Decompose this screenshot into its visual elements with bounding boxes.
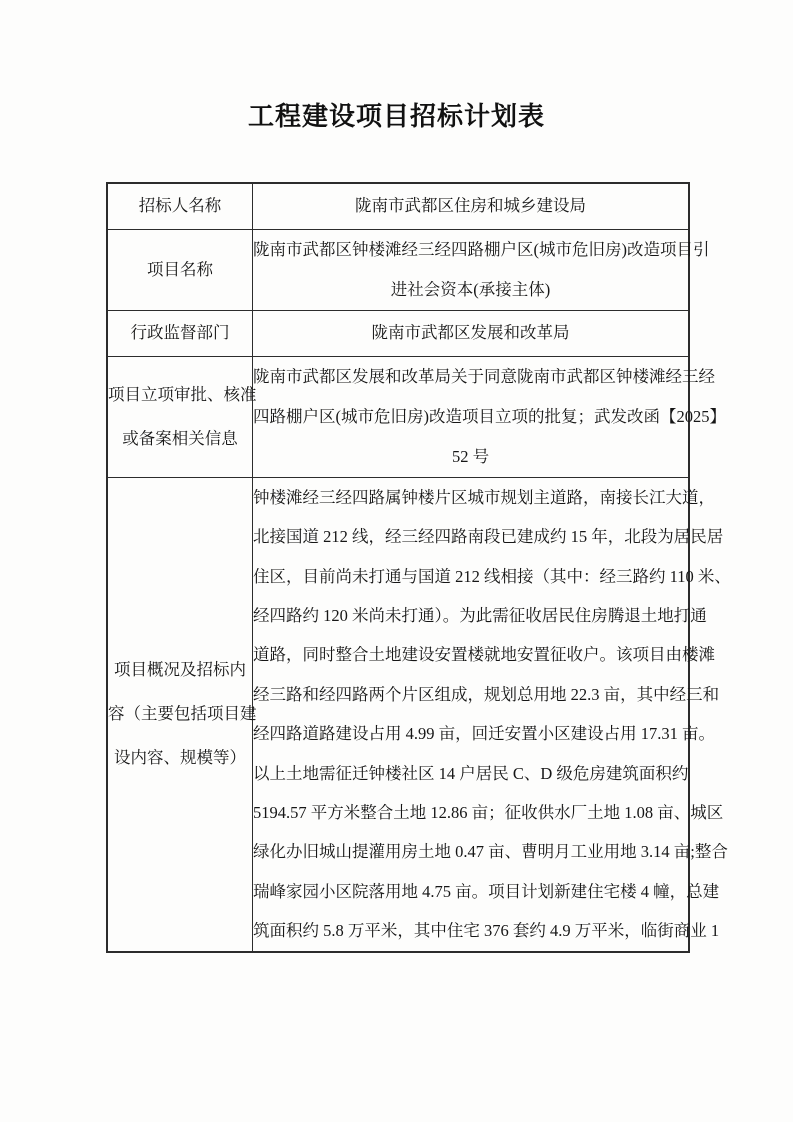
- text-line: 经四路道路建设占用 4.99 亩，回迁安置小区建设占用 17.31 亩。: [253, 724, 715, 744]
- text-line: 道路，同时整合土地建设安置楼就地安置征收户。该项目由楼滩: [253, 645, 715, 665]
- text-line: 瑞峰家园小区院落用地 4.75 亩。项目计划新建住宅楼 4 幢，总建: [253, 881, 720, 901]
- row-value-approval-info: [253, 356, 726, 477]
- table-row-bidder-name: [107, 183, 689, 229]
- text-line: 筑面积约 5.8 万平米，其中住宅 376 套约 4.9 万平米，临街商业 1: [253, 921, 720, 941]
- label-line: 设内容、规模等）: [114, 748, 246, 768]
- label-line: 行政监督部门: [130, 323, 230, 342]
- row-value-supervisory-dept: [253, 310, 690, 356]
- row-label-supervisory-dept: [107, 310, 253, 356]
- label-line: 项目名称: [147, 259, 213, 279]
- text-line: 四路棚户区(城市危旧房)改造项目立项的批复；武发改函【2025】: [253, 406, 726, 426]
- text-line: 陇南市武都区发展和改革局关于同意陇南市武都区钟楼滩经三经: [253, 366, 715, 386]
- table-row-project-name: [107, 229, 689, 310]
- text-line: 经三路和经四路两个片区组成，规划总用地 22.3 亩，其中经三和: [253, 684, 720, 704]
- row-label-project-overview: [107, 477, 257, 952]
- label-line: 招标人名称: [138, 196, 222, 216]
- row-label-bidder-name: [107, 183, 253, 229]
- row-label-approval-info: [107, 356, 257, 477]
- text-line: 住区，目前尚未打通与国道 212 线相接（其中：经三路约 110 米、: [253, 566, 731, 586]
- bidding-plan-table: [106, 182, 731, 953]
- text-line: 经四路约 120 米尚未打通）。为此需征收居民住房腾退土地打通: [253, 606, 707, 626]
- text-line: 5194.57 平方米整合土地 12.86 亩；征收供水厂土地 1.08 亩、城区: [253, 803, 724, 823]
- label-line: 容（主要包括项目建: [108, 704, 257, 724]
- text-line: 绿化办旧城山提灌用房土地 0.47 亩、曹明月工业用地 3.14 亩;整合: [253, 842, 728, 862]
- row-value-bidder-name: [253, 183, 690, 229]
- document-title: 工程建设项目招标计划表: [247, 102, 545, 131]
- text-line: 陇南市武都区钟楼滩经三经四路棚户区(城市危旧房)改造项目引: [253, 239, 710, 259]
- table-row-project-overview: [107, 477, 689, 952]
- table-row-approval-info: [107, 356, 689, 477]
- text-line: 陇南市武都区住房和城乡建设局: [355, 196, 586, 216]
- label-line: 项目立项审批、核准: [108, 384, 257, 404]
- text-line: 以上土地需征迁钟楼社区 14 户居民 C、D 级危房建筑面积约: [253, 763, 689, 783]
- text-line: 陇南市武都区发展和改革局: [371, 323, 570, 342]
- text-line: 钟楼滩经三经四路属钟楼片区城市规划主道路，南接长江大道，: [253, 487, 715, 507]
- table-row-supervisory-dept: [107, 310, 689, 356]
- text-line: 52 号: [451, 446, 490, 466]
- row-value-project-overview: [253, 477, 731, 952]
- text-line: 进社会资本(承接主体): [390, 279, 551, 299]
- row-value-project-name: [253, 229, 710, 310]
- label-line: 或备案相关信息: [122, 428, 238, 448]
- label-line: 项目概况及招标内: [114, 660, 246, 680]
- row-label-project-name: [107, 229, 253, 310]
- text-line: 北接国道 212 线，经三经四路南段已建成约 15 年，北段为居民居: [253, 527, 724, 547]
